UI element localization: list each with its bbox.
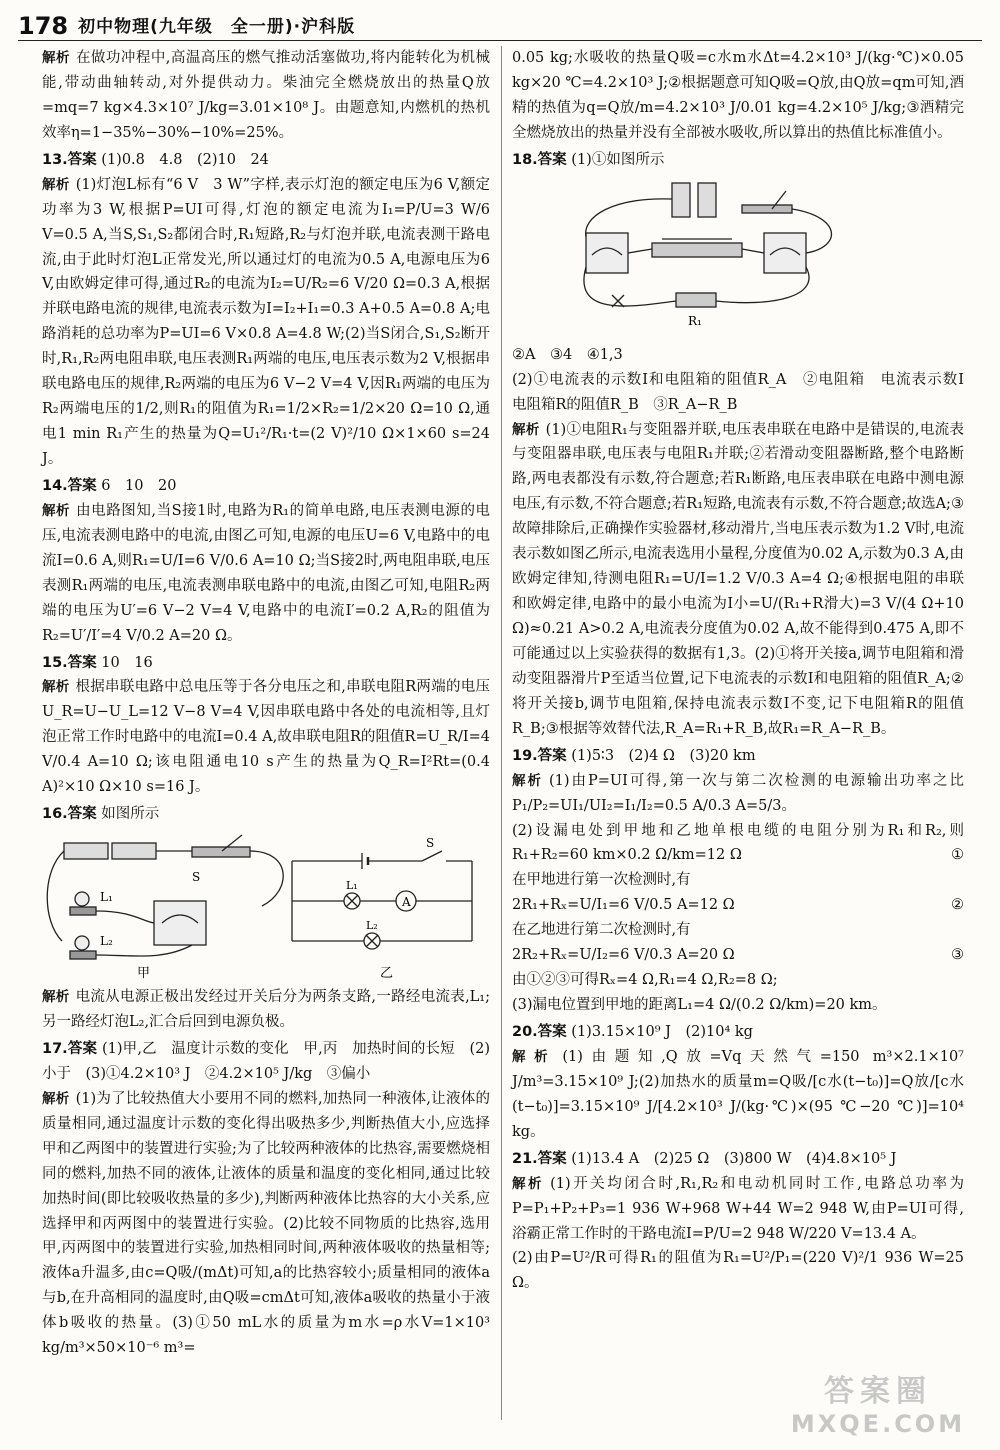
q15-answer (42, 651, 490, 676)
q15-analysis (42, 675, 490, 800)
q21-answer (512, 1147, 964, 1172)
q18-analysis (512, 418, 964, 742)
q19-eq3-text: 2R₂+Rₓ=U/I₂=6 V/0.3 A=20 Ω (512, 947, 735, 964)
analysis-tag: 解析 (42, 989, 70, 1006)
q19-part6 (512, 943, 964, 968)
analysis-tag: 解析 (42, 50, 70, 66)
analysis-tag: 解析 (42, 1090, 70, 1107)
q19-answer (512, 744, 964, 769)
rheostat-icon (652, 243, 742, 257)
analysis-text: (1)由题知,Q放=Vq天然气=150 m³×2.1×10⁷ J/m³=3.15×10⁹ J;(2)加热水的质量m=Q吸/[c水(t−t₀)]=Q放/[c水(t−t₀)]=3.15×10⁹ J/[4.2×10³ J/(kg·℃)×(95 ℃−20 ℃)]=10⁴ kg。 (512, 1048, 964, 1140)
label-L2: L₂ (100, 934, 113, 949)
q17-number: 17.答案 (42, 1040, 98, 1057)
q21-number: 21.答案 (512, 1150, 567, 1167)
bulb-base-icon (70, 907, 96, 915)
eq-number-3: ③ (951, 947, 964, 964)
column-divider (501, 46, 502, 1420)
q18-answer-cont: ②A ③4 ④1,3 (512, 346, 623, 363)
voltmeter-icon (586, 233, 628, 273)
q16-answer (42, 802, 490, 827)
label-L1-schematic: L₁ (346, 879, 358, 893)
q20-answer-text: (1)3.15×10⁹ J (2)10⁴ kg (571, 1024, 753, 1040)
eq-number-1: ① (951, 847, 964, 864)
site-watermark-logo (768, 1374, 988, 1444)
analysis-text: 电流从电源正极出发经过开关后分为两条支路,一路经电流表,L₁;另一路经灯泡L₂,汇合后回到电源负极。 (42, 989, 491, 1030)
analysis-text: (1)①电阻R₁与变阻器并联,电压表串联在电路中是错误的,电流表与变阻器串联,电压表与电阻R₁并联;②若滑动变阻器断路,整个电路断路,两电表都没有示数,符合题意;若R₁断路,电压表串联在电路中测电源电压,有示数,不符合题意;若R₁短路,电流表有示数,不符合题意;故选A;③故障排除后,正确操作实验器材,移动滑片,当电压表示数为1.2 V时,电流表示数如图乙所示,电流表选用小量程,分度值为0.02 A,示数为0.3 A,由欧姆定律知,待测电阻R₁=U/I=1.2 V/0.3 A=4 Ω;④根据电阻的串联和欧姆定律,电路中的最小电流为I小=U/(R₁+R滑大)=3 V/(4 Ω+10 Ω)≈0.21 A>0.2 A,电流表分度值为0.02 A,故不能得到0.475 A,即不可能通过以上实验获得的数据有1,3。(2)①将开关接a,调节电阻箱和滑动变阻器滑片P至适当位置,记下电流表的示数I和电阻箱的阻值R_A;②将开关接b,调节电阻箱,保持电流表示数I不变,记下电阻箱R的阻值R_B;③根据等效替代法,R_A=R₁+R_B,故R₁=R_A−R_B。 (512, 421, 964, 737)
q13-answer-text: (1)0.8 4.8 (2)10 24 (101, 151, 269, 168)
label-R1: R₁ (688, 313, 702, 328)
wire (586, 199, 672, 237)
analysis-tag: 解析 (42, 176, 70, 193)
q19-number: 19.答案 (512, 747, 567, 764)
q20-number: 20.答案 (512, 1024, 567, 1040)
q16-circuit-figure (42, 831, 490, 981)
q13-analysis (42, 173, 490, 472)
analysis-text: 根据串联电路中总电压等于各分电压之和,串联电阻R两端的电压U_R=U−U_L=12 V−8 V=4 V,因串联电路中各处的电流相等,且灯泡正常工作时电路中的电流I=0.4 A,故串联电阻R的阻值R=U_R/I=4 V/0.4 A=10 Ω;该电阻通电10 s产生的热量为Q_R=I²Rt=(0.4 A)²×10 Ω×10 s=16 J。 (42, 679, 490, 796)
q19-part2-text: (2)设漏电处到甲地和乙地单根电缆的电阻分别为R₁和R₂,则R₁+R₂=60 km×0.2 Ω/km=12 Ω (512, 822, 964, 864)
q19-part7: 由①②③可得Rₓ=4 Ω,R₁=4 Ω,R₂=8 Ω; (512, 972, 778, 989)
battery-icon (112, 843, 156, 859)
q16-answer-text: 如图所示 (101, 806, 160, 823)
q14-number: 14.答案 (42, 477, 97, 494)
eq-number-2: ② (951, 897, 964, 914)
q19-answer-text: (1)5∶3 (2)4 Ω (3)20 km (571, 747, 756, 764)
q13-answer (42, 148, 490, 173)
wire (250, 851, 283, 906)
q17-continued: 0.05 kg;水吸收的热量Q吸=c水m水Δt=4.2×10³ J/(kg·℃)×0.05 kg×20 ℃=4.2×10³ J;②根据题意可知Q吸=Q放,由Q放=qm可知,酒精的热值为q=Q放/m=4.2×10³ J/0.01 kg=4.2×10⁵ J/kg;③酒精完全燃烧放出的热量并没有全部被水吸收,所以算出的热值比标准值小。 (512, 50, 964, 141)
label-A-symbol: A (402, 895, 411, 910)
q17-answer-text: (1)甲,乙 温度计示数的变化 甲,丙 加热时间的长短 (2)小于 (3)①4.2×10³ J ②4.2×10⁵ J/kg ③偏小 (42, 1040, 491, 1082)
label-yi: 乙 (380, 966, 394, 982)
right-column (512, 46, 979, 1420)
analysis-text: (1)灯泡L标有“6 V 3 W”字样,表示灯泡的额定电压为6 V,额定功率为3 W,根据P=UI可得,灯泡的额定电流为I₁=P/U=3 W/6 V=0.5 A,当S,S₁,S₂都闭合时,R₁短路,R₂与灯泡并联,电流表测干路电流,由于此时灯泡L正常发光,所以通过灯的电流为0.5 A,电源电压为6 V,由欧姆定律可得,通过R₂的电流为I₂=U/R₂=6 V/20 Ω=0.3 A,根据并联电路电流的规律,电流表示数为I=I₂+I₁=0.3 A+0.5 A=0.8 A;电路消耗的总功率为P=UI=6 V×0.8 A=4.8 W;(2)当S闭合,S₁,S₂断开时,R₁,R₂两电阻串联,电压表测R₁两端的电压,电压表示数为2 V,根据串联电路电压的规律,R₂两端的电压为6 V−2 V=4 V,因R₁两端的电压为R₂两端电压的1/2,则R₁的阻值为R₁=1/2×R₂=1/2×20 Ω=10 Ω,通电1 min R₁产生的热量为Q=U₁²/R₁·t=(2 V)²/10 Ω×1×60 s=24 J。 (42, 176, 491, 467)
q14-analysis (42, 499, 490, 649)
wire (96, 911, 154, 923)
analysis-tag: 解析 (42, 679, 70, 696)
q14-answer (42, 474, 490, 499)
left-column (42, 46, 490, 1420)
analysis-tag: 解析 (512, 421, 540, 438)
bulb-icon (75, 892, 89, 906)
q18-circuit-figure (572, 177, 964, 337)
wire (628, 249, 652, 253)
intro-analysis (42, 46, 490, 146)
analysis-text: (1)由P=UI可得,第一次与第二次检测的电源输出功率之比P₁/P₂=UI₁/UI₂=I₁/I₂=0.5 A/0.3 A=5/3。 (512, 772, 964, 814)
battery-icon (64, 843, 108, 859)
bulb-base-icon (70, 951, 96, 959)
label-L1: L₁ (100, 890, 113, 905)
analysis-text: (1)为了比较热值大小要用不同的燃料,加热同一种液体,让液体的质量相同,通过温度计示数的变化得出吸热多少,判断热值大小,应选择甲和乙两图中的装置进行实验;为了比较两种液体的比热容,需要燃烧相同的燃料,加热不同的液体,让液体的质量和温度的变化相同,通过比较加热时间(即比较吸收热量的多少),判断两种液体比热容的大小关系,应选择甲和丙两图中的装置进行实验。(2)比较不同物质的比热容,选用甲,丙两图中的装置进行实验,加热相同时间,两种液体吸收的热量相等;液体a升温多,由c=Q吸/(mΔt)可知,a的比热容较小;质量相同的液体a与b,在升高相同的温度时,由Q吸=cmΔt可知,液体a吸收的热量小于液体b吸收的热量。(3)①50 mL水的质量为m水=ρ水V=1×10³ kg/m³×50×10⁻⁶ m³= (42, 1090, 491, 1357)
q21-part2: (2)由P=U²/R可得R₁的阻值为R₁=U²/P₁=(220 V)²/1 936 W=25 Ω。 (512, 1250, 964, 1292)
q14-answer-text: 6 10 20 (101, 477, 177, 494)
physical-circuit (47, 835, 283, 959)
analysis-text: (1)开关均闭合时,R₁,R₂和电动机同时工作,电路总功率为P=P₁+P₂+P₃=1 936 W+968 W+44 W=2 948 W,由P=UI可得,浴霸正常工作时的干路电流I=P/U=2 948 W/220 V=13.4 A。 (512, 1175, 965, 1242)
wire (47, 851, 64, 941)
q19-part4 (512, 893, 964, 918)
label-S-schematic: S (426, 836, 435, 851)
switch-icon (742, 205, 792, 213)
battery-icon (698, 183, 716, 217)
q19-part3: 在甲地进行第一次检测时,有 (512, 872, 691, 889)
q15-answer-text: 10 16 (101, 654, 153, 671)
analysis-text: 在做功冲程中,高温高压的燃气推动活塞做功,将内能转化为机械能,带动曲轴转动,对外提供动力。柴油完全燃烧放出的热量Q放=mq=7 kg×4.3×10⁷ J/kg=3.01×10⁸ J。由题意知,内燃机的热机效率η=1−35%−30%−10%=25%。 (42, 50, 490, 141)
resistor-R1-icon (676, 293, 716, 307)
q19-part5: 在乙地进行第二次检测时,有 (512, 922, 691, 939)
switch-icon (192, 847, 250, 857)
page-header (18, 8, 982, 41)
bulb-icon (75, 936, 89, 950)
label-jia: 甲 (137, 966, 151, 982)
analysis-tag: 解析 (42, 502, 71, 519)
ammeter-icon (154, 901, 206, 945)
page-number: 178 (18, 12, 69, 40)
q18-answer-text: (1)①如图所示 (571, 151, 665, 168)
analysis-tag: 解析 (512, 772, 543, 789)
q19-part8: (3)漏电位置到甲地的距离L₁=4 Ω/(0.2 Ω/km)=20 km。 (512, 997, 887, 1014)
q21-analysis (512, 1172, 964, 1247)
q20-analysis (512, 1045, 964, 1145)
q15-number: 15.答案 (42, 654, 97, 671)
q18-answer-2: (2)①电流表的示数I和电阻箱的阻值R_A ②电阻箱 电流表示数I 电阻箱R的阻值R_B ③R_A−R_B (512, 371, 979, 413)
q19-part2 (512, 819, 964, 869)
label-L2-schematic: L₂ (366, 919, 378, 933)
q17-answer (42, 1037, 490, 1087)
q13-number: 13.答案 (42, 151, 97, 168)
q19-analysis (512, 769, 964, 819)
q16-analysis (42, 985, 490, 1035)
q18-number: 18.答案 (512, 151, 567, 168)
q18-circuit-svg (572, 177, 872, 337)
q21-answer-text: (1)13.4 A (2)25 Ω (3)800 W (4)4.8×10⁵ J (571, 1150, 897, 1167)
watermark-bottom: MXQE.COM (790, 1410, 966, 1438)
schematic-circuit (292, 851, 472, 949)
analysis-tag: 解析 (512, 1175, 545, 1192)
q17-analysis (42, 1087, 490, 1361)
label-S: S (192, 870, 201, 885)
book-title: 初中物理(九年级 全一册)·沪科版 (78, 17, 356, 37)
ammeter-icon (764, 233, 806, 273)
battery-icon (672, 183, 690, 217)
watermark-top: 答案圈 (824, 1374, 932, 1409)
switch-icon (422, 851, 442, 861)
wire (742, 249, 764, 253)
q19-eq2-text: 2R₁+Rₓ=U/I₁=6 V/0.5 A=12 Ω (512, 897, 735, 914)
q20-answer (512, 1020, 964, 1045)
q16-circuit-svg (42, 831, 490, 981)
analysis-text: 由电路图知,当S接1时,电路为R₁的简单电路,电压表测电源的电压,电流表测电路中的电流,由图乙可知,电源的电压U=6 V,电路中的电流I=0.6 A,则R₁=U/I=6 V/0.6 A=10 Ω;当S接2时,两电阻串联,电压表测R₁两端的电压,电流表测串联电路中的电流,由图乙可知,电阻R₂两端的电压为U′=6 V−2 V=4 V,电路中的电流I′=0.2 A,R₂的阻值为R₂=U′/I′=4 V/0.2 A=20 Ω。 (42, 502, 491, 644)
q18-answer (512, 148, 964, 173)
analysis-tag: 解析 (512, 1048, 557, 1065)
q16-number: 16.答案 (42, 806, 97, 823)
